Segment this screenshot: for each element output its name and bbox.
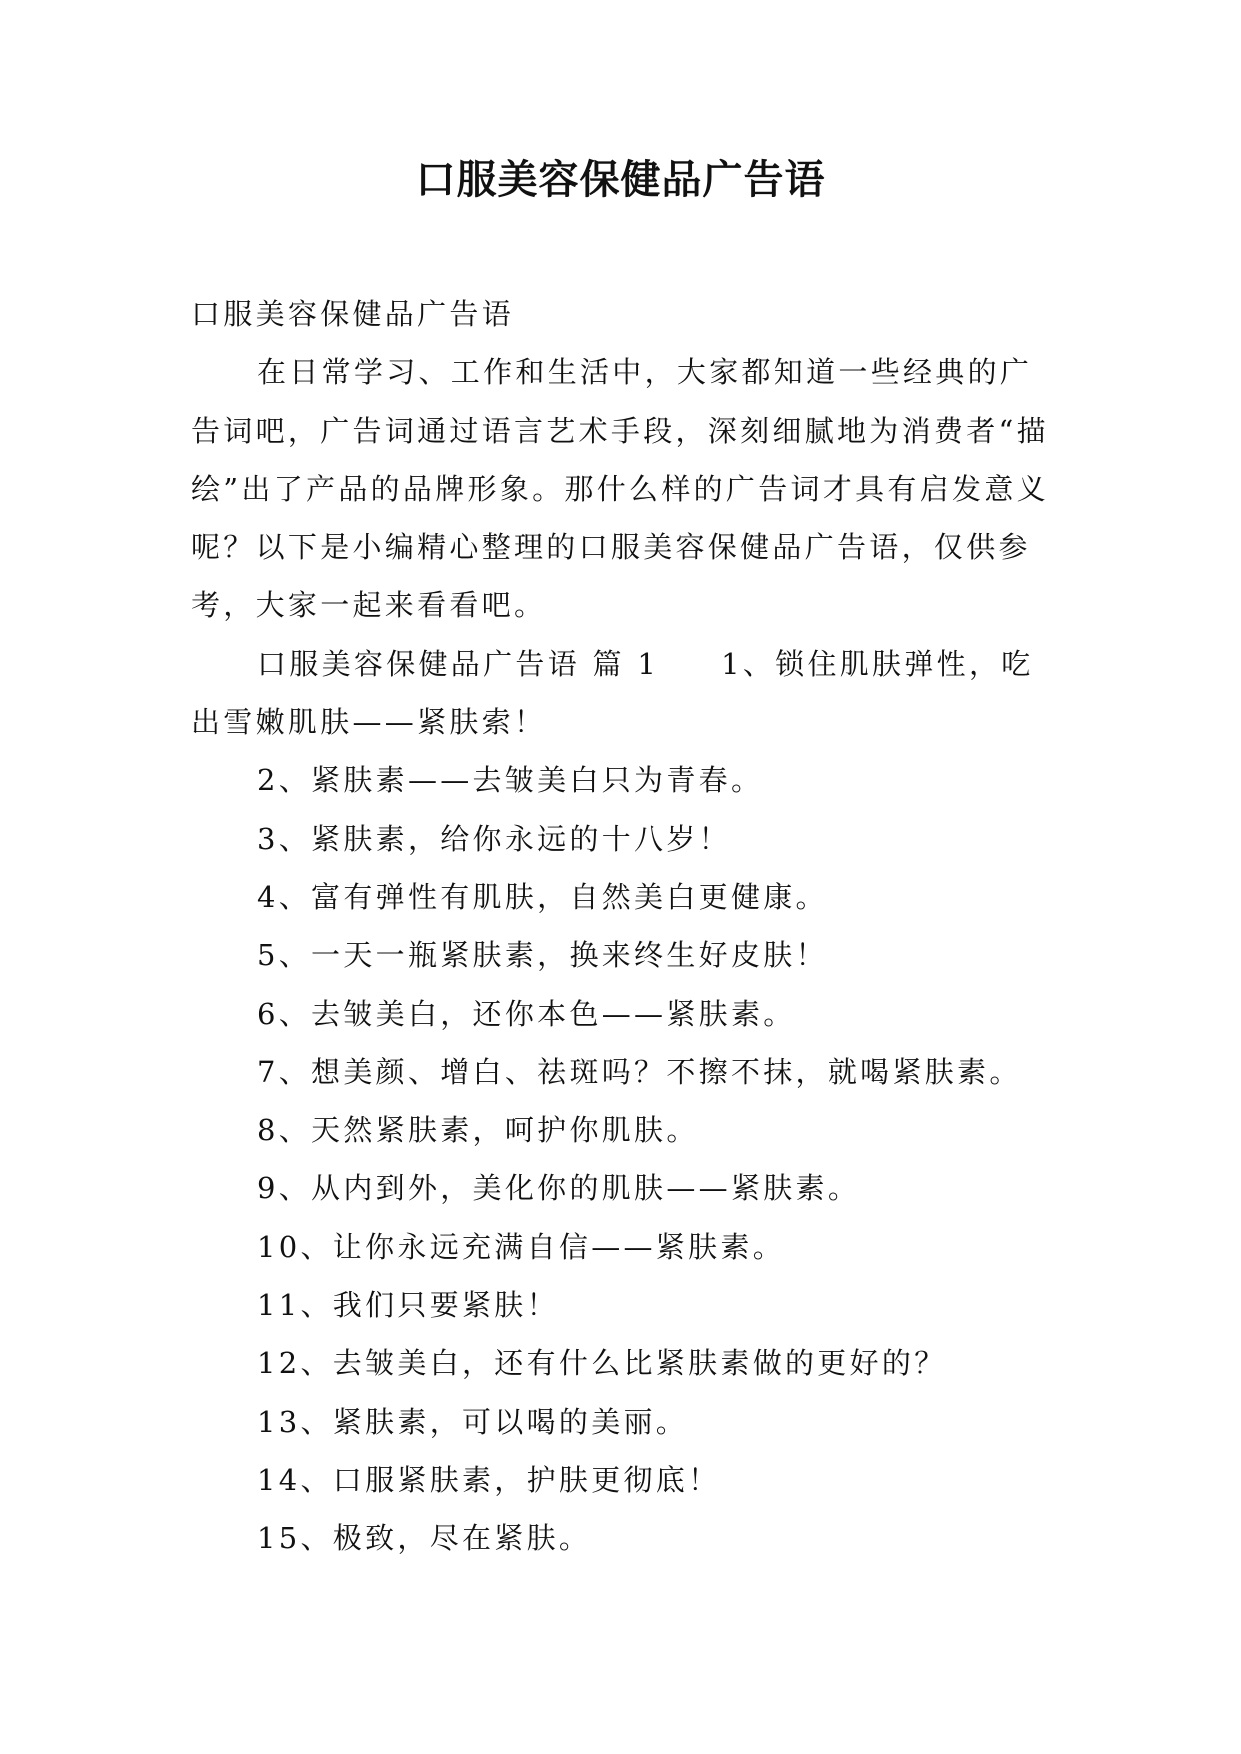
section-heading: 口服美容保健品广告语 篇 1 [257,646,660,681]
list-item: 10、让你永远充满自信——紧肤素。 [257,1229,786,1264]
list-item: 5、一天一瓶紧肤素，换来终生好皮肤！ [257,938,828,973]
list-item: 4、富有弹性有肌肤，自然美白更健康。 [257,879,828,914]
list-item: 14、口服紧肤素，护肤更彻底！ [257,1462,721,1497]
list-item: 12、去皱美白，还有什么比紧肤素做的更好的？ [257,1346,947,1381]
document-body [191,285,1061,1568]
section-paragraph [191,635,1061,752]
list-item: 9、从内到外，美化你的肌肤——紧肤素。 [257,1171,861,1206]
list-item: 6、去皱美白，还你本色——紧肤素。 [257,996,796,1031]
list-item: 7、想美颜、增白、祛斑吗？不擦不抹，就喝紧肤素。 [257,1054,1022,1089]
list-item: 15、极致，尽在紧肤。 [257,1521,592,1556]
intro-paragraph: 在日常学习、工作和生活中，大家都知道一些经典的广告词吧，广告词通过语言艺术手段，深刻细腻地为消费者“描绘”出了产品的品牌形象。那什么样的广告词才具有启发意义呢？以下是小编精心整理的口服美容保健品广告语，仅供参考，大家一起来看看吧。 [191,355,1049,623]
list-item: 3、紧肤素，给你永远的十八岁！ [257,821,731,856]
document-title: 口服美容保健品广告语 [415,156,826,203]
list-item: 2、紧肤素——去皱美白只为青春。 [257,763,764,798]
list-item: 11、我们只要紧肤！ [257,1288,559,1323]
list-item: 8、天然紧肤素，呵护你肌肤。 [257,1113,699,1148]
list-item-1: 1、锁住肌肤弹性，吃出雪嫩肌肤——紧肤索！ [191,646,1034,740]
document-subtitle: 口服美容保健品广告语 [191,297,515,331]
list-item: 13、紧肤素，可以喝的美丽。 [257,1404,689,1439]
